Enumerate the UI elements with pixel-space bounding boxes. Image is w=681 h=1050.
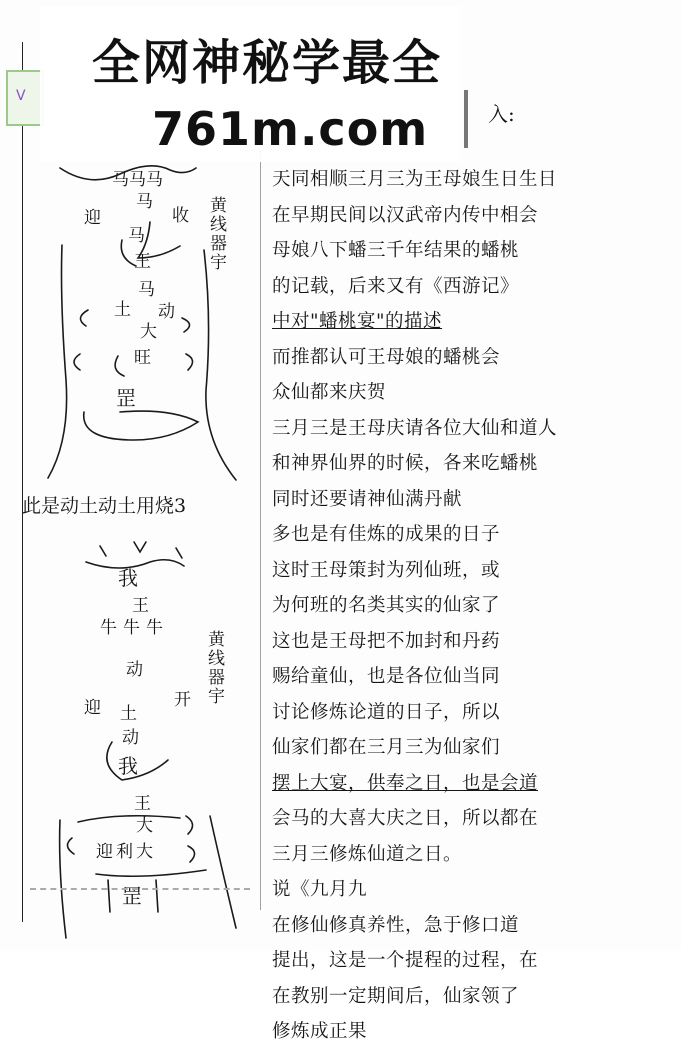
corner-mark: 入: xyxy=(488,102,515,126)
text-line: 的记载，后来又有《西游记》 xyxy=(272,275,520,297)
label-da-bottom: 大 xyxy=(136,816,153,836)
handwritten-text-column xyxy=(272,162,672,1050)
label-tu: 土 xyxy=(114,300,131,320)
label-kai: 开 xyxy=(174,690,191,710)
text-line: 这时王母策封为列仙班，或 xyxy=(272,559,501,581)
side-tab-label: V xyxy=(16,88,26,104)
text-line: 仙家们都在三月三为仙家们 xyxy=(272,737,501,758)
text-line: 会马的大喜大庆之日，所以都在 xyxy=(272,808,539,829)
text-line: 和神界仙界的时候，各来吃蟠桃 xyxy=(272,453,539,474)
label-da: 大 xyxy=(140,322,157,342)
text-line: 修炼成正果 xyxy=(272,1021,368,1042)
text-line: 在修仙修真养性，急于修口道 xyxy=(272,914,520,936)
text-line: 母娘八下蟠三千年结果的蟠桃 xyxy=(272,240,520,261)
label-ying-bottom: 迎 xyxy=(84,698,101,718)
text-line: 这也是王母把不加封和丹药 xyxy=(272,630,501,652)
text-line: 在教别一定期间后，仙家领了 xyxy=(272,985,520,1007)
text-line: 提出，这是一个提程的过程，在 xyxy=(272,950,539,971)
bottom-dashed-line xyxy=(30,888,250,890)
watermark-title: 全网神秘学最全 xyxy=(92,35,443,91)
text-line: 在早期民间以汉武帝内传中相会 xyxy=(272,204,539,226)
text-line: 摆上大宴，供奉之日，也是会道 xyxy=(272,772,539,794)
watermark-url: 761m.com xyxy=(152,102,429,156)
label-niu-row: 牛牛牛 xyxy=(100,618,169,638)
label-wang: 旺 xyxy=(134,348,151,368)
text-line: 讨论修炼论道的日子，所以 xyxy=(272,701,501,723)
label-chest-a: 马 xyxy=(128,226,145,246)
text-line: 多也是有佳炼的成果的日子 xyxy=(272,524,501,545)
label-wo-bottom: 我 xyxy=(118,754,138,778)
text-line: 众仙都来庆贺 xyxy=(272,382,387,403)
label-chest-b: 王 xyxy=(134,252,151,272)
label-wang-top: 王 xyxy=(132,596,149,616)
watermark-overlay xyxy=(40,6,460,162)
text-line: 三月三修炼仙道之日。 xyxy=(272,843,463,865)
text-line: 赐给童仙，也是各位仙当同 xyxy=(272,666,501,687)
label-wo-head: 我 xyxy=(118,566,138,590)
text-line: 为何班的名类其实的仙家了 xyxy=(272,595,501,616)
label-tu-bottom: 土 xyxy=(120,704,137,724)
label-ma-top: 马马马 xyxy=(112,170,163,190)
label-dong: 动 xyxy=(158,302,175,322)
watermark-divider xyxy=(464,90,468,148)
text-line: 同时还要请神仙满丹献 xyxy=(272,488,463,510)
label-ying: 迎 xyxy=(84,208,101,228)
label-dong-b: 动 xyxy=(122,728,139,748)
text-line: 天同相顺三月三为王母娘生日生日 xyxy=(272,169,558,190)
label-ma-mid: 马 xyxy=(136,192,153,212)
label-gold-thread-bottom: 黄线器宇 xyxy=(204,630,224,706)
text-line: 中对"蟠桃宴"的描述 xyxy=(272,311,443,332)
text-line: 而推都认可王母娘的蟠桃会 xyxy=(272,346,501,368)
label-chest-c: 马 xyxy=(138,280,155,300)
text-line: 三月三是王母庆请各位大仙和道人 xyxy=(272,417,558,439)
text-line: 说《九月九 xyxy=(272,879,368,900)
label-wang-bottom: 王 xyxy=(134,794,151,814)
label-ying-li-da: 迎利大 xyxy=(96,842,156,862)
label-dong-a: 动 xyxy=(126,660,143,680)
label-gold-thread-top: 黄线器宇 xyxy=(206,196,226,272)
figure-caption: 此是动土动土用烧3 xyxy=(22,495,187,517)
label-shou: 收 xyxy=(172,206,189,226)
label-gang-top: 罡 xyxy=(116,386,136,410)
label-gang-bottom: 罡 xyxy=(122,884,142,908)
